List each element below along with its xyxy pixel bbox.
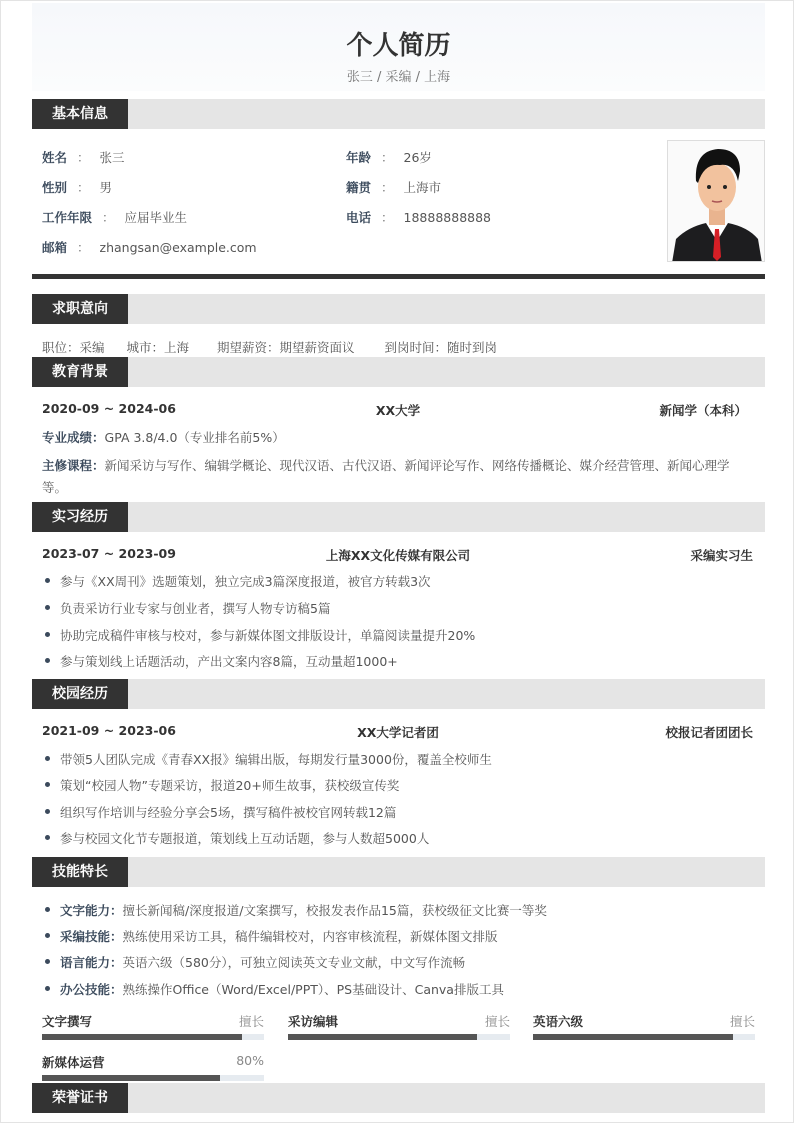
resume-header: [32, 3, 765, 91]
list-item: 协助完成稿件审核与校对，参与新媒体图文排版设计，单篇阅读量提升20%: [60, 628, 476, 643]
campus-period: 2021-09 ~ 2023-06: [42, 723, 176, 738]
skill-bar-name: 新媒体运营: [42, 1055, 105, 1070]
page-title: 个人简历: [346, 31, 451, 61]
list-item: 参与校园文化节专题报道，策划线上互动话题，参与人数超5000人: [60, 831, 430, 846]
skill-bar-level: 擅长: [484, 1014, 510, 1029]
campus-role: 校报记者团团长: [665, 725, 753, 740]
edu-courses: 主修课程：新闻采访与写作、编辑学概论、现代汉语、古代汉语、新闻评论写作、网络传播概论、媒介经营管理、新闻心理学: [42, 458, 730, 473]
page-subtitle: 张三 / 采编 / 上海: [346, 70, 451, 85]
section-campus: [32, 679, 765, 709]
field-age: 年龄 ： 26岁: [346, 150, 432, 165]
edu-period: 2020-09 ~ 2024-06: [42, 401, 176, 416]
section-title: 校园经历: [32, 679, 128, 709]
section-title: 求职意向: [32, 294, 128, 324]
skill-progress-fill: [533, 1034, 733, 1040]
skill-bar-level: 80%: [236, 1053, 264, 1068]
skill-progress-bar: [42, 1075, 264, 1081]
skill-item: 文字能力：擅长新闻稿/深度报道/文案撰写，校报发表作品15篇，获校级征文比赛一等奖: [60, 903, 547, 918]
skill-progress-bar: [42, 1034, 264, 1040]
section-title: 技能特长: [32, 857, 128, 887]
job-intent: 职位：采编 城市：上海 期望薪资：期望薪资面议 到岗时间：随时到岗: [42, 340, 498, 355]
list-item: 参与策划线上话题活动，产出文案内容8篇，互动量超1000+: [60, 654, 398, 669]
field-name: 姓名 ： 张三: [42, 150, 125, 165]
skill-bar-name: 英语六级: [533, 1014, 584, 1029]
skill-progress-fill: [42, 1075, 220, 1081]
section-skills: [32, 857, 765, 887]
skill-progress-bar: [533, 1034, 755, 1040]
skill-item: 办公技能：熟练操作Office（Word/Excel/PPT）、PS基础设计、Canva排版工具: [60, 982, 504, 997]
field-phone: 电话 ： 18888888888: [346, 210, 492, 225]
field-origin: 籍贯 ： 上海市: [346, 180, 442, 195]
skill-progress-fill: [288, 1034, 477, 1040]
list-item: 组织写作培训与经验分享会5场，撰写稿件被校官网转载12篇: [60, 805, 397, 820]
skill-bar-level: 擅长: [238, 1014, 264, 1029]
section-title: 荣誉证书: [32, 1083, 128, 1113]
list-item: 带领5人团队完成《青春XX报》编辑出版，每期发行量3000份，覆盖全校师生: [60, 752, 492, 767]
edu-gpa: 专业成绩：GPA 3.8/4.0（专业排名前5%）: [42, 430, 285, 445]
section-title: 教育背景: [32, 357, 128, 387]
intern-role: 采编实习生: [690, 548, 753, 563]
field-gender: 性别 ： 男: [42, 180, 113, 195]
edu-courses-cont: 等。: [42, 480, 68, 495]
section-title: 实习经历: [32, 502, 128, 532]
field-email: 邮箱 ： zhangsan@example.com: [42, 240, 257, 255]
list-item: 负责采访行业专家与创业者，撰写人物专访稿5篇: [60, 601, 331, 616]
skill-progress-bar: [288, 1034, 510, 1040]
intern-org: 上海XX文化传媒有限公司: [325, 548, 471, 563]
section-intent: [32, 294, 765, 324]
intern-period: 2023-07 ~ 2023-09: [42, 546, 176, 561]
section-internship: [32, 502, 765, 532]
field-experience: 工作年限 ： 应届毕业生: [42, 210, 188, 225]
skill-progress-fill: [42, 1034, 242, 1040]
avatar-photo: [667, 140, 765, 262]
skill-bar-level: 擅长: [729, 1014, 755, 1029]
section-title: 基本信息: [32, 99, 128, 129]
section-basic: [32, 99, 765, 129]
section-honors: [32, 1083, 765, 1113]
skill-bar-name: 采访编辑: [288, 1014, 339, 1029]
divider: [32, 274, 765, 279]
skill-bar-name: 文字撰写: [42, 1014, 93, 1029]
edu-school: XX大学: [375, 403, 421, 418]
section-education: [32, 357, 765, 387]
campus-org: XX大学记者团: [357, 725, 439, 740]
list-item: 策划“校园人物”专题采访，报道20+师生故事，获校级宣传奖: [60, 778, 400, 793]
skill-item: 采编技能：熟练使用采访工具，稿件编辑校对，内容审核流程，新媒体图文排版: [60, 929, 498, 944]
edu-major: 新闻学（本科）: [659, 403, 747, 418]
list-item: 参与《XX周刊》选题策划，独立完成3篇深度报道，被官方转载3次: [60, 574, 431, 589]
skill-item: 语言能力：英语六级（580分），可独立阅读英文专业文献，中文写作流畅: [60, 955, 466, 970]
